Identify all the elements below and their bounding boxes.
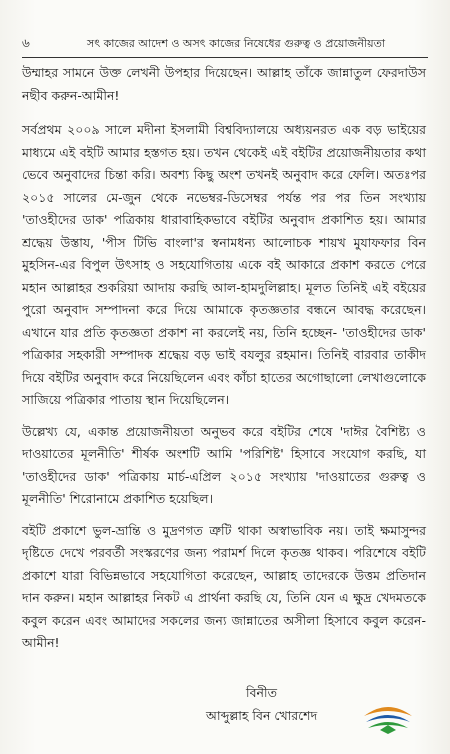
header-rule — [22, 57, 428, 58]
page-header — [22, 36, 428, 51]
closing-word: বিনীত — [246, 685, 277, 700]
paragraph-1: উম্মাহর সামনে উক্ত লেখনী উপহার দিয়েছেন। আল্লাহ তাঁকে জান্নাতুল ফেরদাউস নছীব করুন-আমীন! — [22, 65, 426, 103]
running-title: সৎ কাজের আদেশ ও অসৎ কাজের নিষেধের গুরুত্ব ও প্রয়োজনীয়তা — [86, 37, 386, 50]
publisher-logo-icon — [360, 690, 416, 736]
logo-orange-swoosh — [364, 707, 412, 716]
logo-book-shape — [380, 725, 396, 734]
body-text — [22, 62, 426, 664]
paragraph-4: বইটি প্রকাশে ভুল-ভ্রান্তি ও মুদ্রণগত ত্রুটি থাকা অস্বাভাবিক নয়। তাই ক্ষমাসুন্দর দৃষ্টিতে দেখে পরবর্তী সংস্করণের জন্য পরামর্শ দিলে কৃতজ্ঞ থাকব। পরিশেষে বইটি প্রকাশে যারা বিভিন্নভাবে সহযোগিতা করেছেন, আল্লাহ তাদেরকে উত্তম প্রতিদান দান করুন। মহান আল্লাহর নিকট এ প্রার্থনা করছি যে, তিনি যেন এ ক্ষুদ্র খেদমতকে কবুল করেন এবং আমাদের সকলের জন্য জান্নাতের অসীলা হিসাবে কবুল করেন-আমীন! — [22, 522, 426, 650]
paragraph-3: উল্লেখ্য যে, একান্ত প্রয়োজনীয়তা অনুভব করে বইটির শেষে 'দাঈর বৈশিষ্ট্য ও দাওয়াতের মূলনীতি' শীর্ষক অংশটি আমি 'পরিশিষ্ট' হিসাবে সংযোগ করছি, যা 'তাওহীদের ডাক' পত্রিকায় মার্চ-এপ্রিল ২০১৫ সংখ্যায় 'দাওয়াতের গুরুত্ব ও মূলনীতি' শিরোনামে প্রকাশিত হয়েছিল। — [22, 423, 426, 506]
author-name: আব্দুল্লাহ বিন খোরশেদ — [206, 707, 318, 723]
page-number: ৬ — [22, 36, 30, 50]
logo-blue-swoosh — [366, 715, 410, 722]
signoff — [206, 682, 317, 727]
paragraph-2: সর্বপ্রথম ২০০৯ সালে মদীনা ইসলামী বিশ্ববিদ্যালয়ে অধ্যয়নরত এক বড় ভাইয়ের মাধ্যমে এই বইটি আমার হস্তগত হয়। তখন থেকেই এই বইটির প্রয়োজনীয়তার কথা ভেবে অনুবাদের চিন্তা করি। অবশ্য কিছু অংশ তখনই অনুবাদ করে ফেলি। অতঃপর ২০১৫ সালের মে-জুন থেকে নভেম্বর-ডিসেম্বর পর্যন্ত পর পর তিন সংখ্যায় 'তাওহীদের ডাক' পত্রিকায় ধারাবাহিকভাবে বইটির অনুবাদ প্রকাশিত হয়। আমার শ্রদ্ধেয় উস্তায, 'পীস টিভি বাংলা'র স্বনামধন্য আলোচক শায়খ মুযাফফার বিন মুহসিন-এর বিপুল উৎসাহ ও সহযোগিতায় একে বই আকারে প্রকাশ করতে পেরে মহান আল্লাহর শুকরিয়া আদায় করছি আল-হামদুলিল্লাহ। মূলত তিনিই এই বইয়ের পুরো অনুবাদ সম্পাদনা করে দিয়ে আমাকে কৃতজ্ঞতার বন্ধনে আবদ্ধ করেছেন। এখানে যার প্রতি কৃতজ্ঞতা প্রকাশ না করলেই নয়, তিনি হচ্ছেন- 'তাওহীদের ডাক' পত্রিকার সহকারী সম্পাদক শ্রদ্ধেয় বড় ভাই বযলুর রহমান। তিনিই বারবার তাকীদ দিয়ে বইটির অনুবাদ করে নিয়েছিলেন এবং কাঁচা হাতের অগোছালো লেখাগুলোকে সাজিয়ে পত্রিকার পাতায় স্থান দিয়েছিলেন। — [22, 122, 426, 407]
